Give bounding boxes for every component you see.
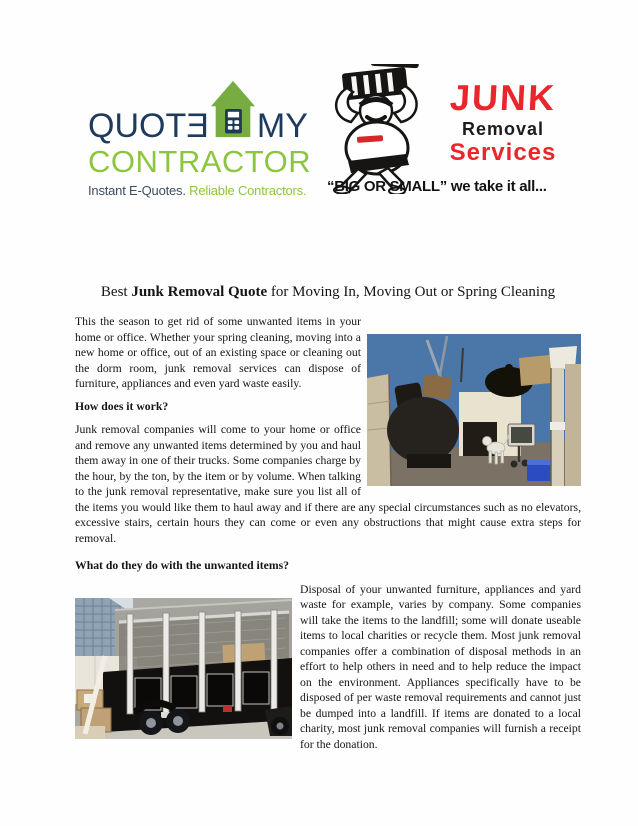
qmc-tagline-instant: Instant E-Quotes.	[88, 183, 186, 198]
header	[0, 0, 638, 281]
qmc-tagline-reliable: Reliable Contractors.	[185, 183, 307, 198]
article-content	[0, 283, 638, 752]
quote-my-contractor-logo	[88, 80, 328, 198]
intro-paragraph: This the season to get rid of some unwanted items in your home or office. Whether your spring cleaning, moving into a new home or office, out of an existing space or cleaning out the dorm room, junk removal services can dispose of furniture, appliances and even yard waste easily.	[75, 315, 361, 390]
junk-truck-photo	[75, 598, 292, 739]
junk-logo-services: Services	[449, 139, 557, 166]
qmc-word-contractor: CONTRACTOR	[88, 144, 312, 179]
junk-logo-text	[431, 77, 575, 166]
how-it-works-heading: How does it work?	[75, 399, 169, 413]
title-emphasis: Junk Removal Quote	[131, 284, 268, 300]
junk-pile-photo	[367, 334, 581, 486]
qmc-reversed-e: Ǝ	[186, 107, 209, 145]
section-unwanted-items	[75, 558, 581, 752]
unwanted-items-heading: What do they do with the unwanted items?	[75, 559, 289, 572]
junk-logo-tagline: “BIG OR SMALL” we take it all...	[327, 178, 547, 195]
unwanted-items-paragraph: Disposal of your unwanted furniture, appliances and yard waste for example, varies by company. Some companies will take the items to the landfill; some will donate useable items to local charities or recycle them. Most junk removal companies offer a combination of disposal methods in an effort to help others in need and to help reduce the impact on the environment. Appliances specifically have to be disposed of per waste removal requirements and cannot just be dumped into a landfill. If items are donated to a local charity, most junk removal companies will furnish a receipt for the donation.	[300, 582, 581, 751]
qmc-logo-row1	[88, 80, 328, 143]
qmc-word-quote: QUOT	[88, 107, 187, 145]
title-prefix: Best	[100, 284, 132, 300]
title-suffix: for Moving In, Moving Out or Spring Cleaning	[267, 284, 556, 300]
junk-logo-name: JUNK	[448, 77, 558, 118]
page-title	[75, 283, 581, 301]
house-calculator-icon	[211, 80, 255, 144]
how-it-works-paragraph: Junk removal companies will come to your home or office and remove any unwanted items determined by you and haul them away in one of their trucks. Some companies charge by the hour, by the ton, by the item or by volume. When talking to the junk removal representative, make sure you list all of the items you would like them to haul away and if there are any special circumstances such as no elevators, excessive stairs, certain hours they can come or even any obstructions that might cause extra steps for removal.	[75, 423, 581, 545]
junk-removal-services-logo	[327, 60, 577, 202]
junk-logo-removal: Removal	[461, 119, 545, 139]
unwanted-items-paragraph-wrap	[75, 582, 581, 753]
qmc-word-my: MY	[256, 107, 308, 145]
qmc-tagline	[88, 183, 328, 198]
section-how-it-works	[75, 314, 581, 546]
